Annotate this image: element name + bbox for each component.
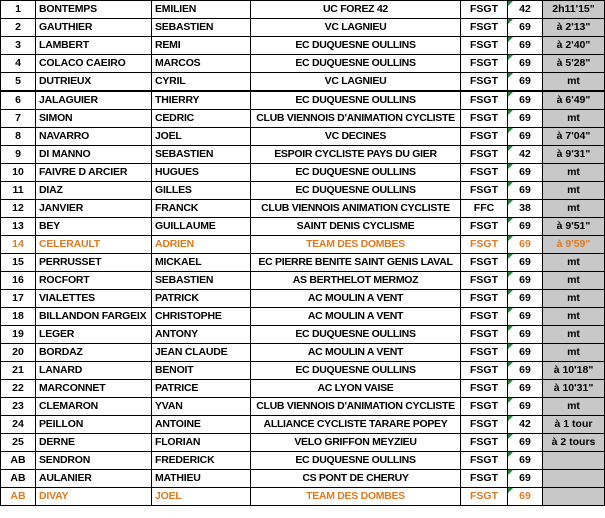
firstname-cell: CEDRIC [152, 110, 251, 128]
category-cell: 69 [508, 254, 543, 272]
category-cell: 69 [508, 308, 543, 326]
table-row [1, 416, 605, 434]
gap-cell: mt [543, 344, 605, 362]
name-cell: CLEMARON [36, 398, 152, 416]
gap-cell: mt [543, 164, 605, 182]
firstname-cell: HUGUES [152, 164, 251, 182]
club-cell: EC DUQUESNE OULLINS [251, 326, 461, 344]
table-row [1, 272, 605, 290]
table-row [1, 182, 605, 200]
firstname-cell: BENOIT [152, 362, 251, 380]
name-cell: FAIVRE D ARCIER [36, 164, 152, 182]
federation-cell: FSGT [461, 182, 508, 200]
table-row [1, 1, 605, 19]
firstname-cell: FREDERICK [152, 452, 251, 470]
rank-cell: 25 [1, 434, 36, 452]
gap-cell: mt [543, 398, 605, 416]
category-cell: 69 [508, 37, 543, 55]
rank-cell: 8 [1, 128, 36, 146]
name-cell: ROCFORT [36, 272, 152, 290]
results-rows [1, 1, 605, 506]
firstname-cell: SEBASTIEN [152, 19, 251, 37]
federation-cell: FSGT [461, 164, 508, 182]
federation-cell: FSGT [461, 470, 508, 488]
gap-cell: à 2'13" [543, 19, 605, 37]
category-cell: 69 [508, 272, 543, 290]
federation-cell: FSGT [461, 236, 508, 254]
federation-cell: FSGT [461, 488, 508, 506]
table-row [1, 73, 605, 92]
club-cell: AC MOULIN A VENT [251, 344, 461, 362]
table-row [1, 470, 605, 488]
club-cell: TEAM DES DOMBES [251, 236, 461, 254]
federation-cell: FSGT [461, 344, 508, 362]
rank-cell: 21 [1, 362, 36, 380]
category-cell: 42 [508, 1, 543, 19]
category-cell: 69 [508, 344, 543, 362]
name-cell: SIMON [36, 110, 152, 128]
club-cell: CLUB VIENNOIS ANIMATION CYCLISTE [251, 200, 461, 218]
category-cell: 69 [508, 110, 543, 128]
category-cell: 69 [508, 73, 543, 92]
table-row [1, 19, 605, 37]
club-cell: UC FOREZ 42 [251, 1, 461, 19]
table-row [1, 326, 605, 344]
club-cell: VELO GRIFFON MEYZIEU [251, 434, 461, 452]
name-cell: PERRUSSET [36, 254, 152, 272]
federation-cell: FSGT [461, 398, 508, 416]
firstname-cell: JEAN CLAUDE [152, 344, 251, 362]
table-row [1, 254, 605, 272]
name-cell: PEILLON [36, 416, 152, 434]
rank-cell: 22 [1, 380, 36, 398]
rank-cell: 23 [1, 398, 36, 416]
firstname-cell: ANTOINE [152, 416, 251, 434]
club-cell: EC DUQUESNE OULLINS [251, 362, 461, 380]
rank-cell: 12 [1, 200, 36, 218]
federation-cell: FSGT [461, 19, 508, 37]
category-cell: 69 [508, 128, 543, 146]
name-cell: DIVAY [36, 488, 152, 506]
federation-cell: FSGT [461, 434, 508, 452]
gap-cell: à 10'31" [543, 380, 605, 398]
gap-cell [543, 452, 605, 470]
table-row [1, 91, 605, 110]
rank-cell: 3 [1, 37, 36, 55]
category-cell: 69 [508, 398, 543, 416]
club-cell: VC DECINES [251, 128, 461, 146]
federation-cell: FSGT [461, 91, 508, 110]
name-cell: GAUTHIER [36, 19, 152, 37]
rank-cell: 9 [1, 146, 36, 164]
name-cell: BEY [36, 218, 152, 236]
club-cell: EC PIERRE BENITE SAINT GENIS LAVAL [251, 254, 461, 272]
category-cell: 38 [508, 200, 543, 218]
category-cell: 69 [508, 55, 543, 73]
firstname-cell: MATHIEU [152, 470, 251, 488]
rank-cell: 13 [1, 218, 36, 236]
gap-cell: à 2 tours [543, 434, 605, 452]
federation-cell: FSGT [461, 254, 508, 272]
firstname-cell: PATRICK [152, 290, 251, 308]
category-cell: 69 [508, 290, 543, 308]
rank-cell: 19 [1, 326, 36, 344]
category-cell: 42 [508, 416, 543, 434]
gap-cell: mt [543, 110, 605, 128]
firstname-cell: JOEL [152, 128, 251, 146]
table-row [1, 308, 605, 326]
rank-cell: 6 [1, 91, 36, 110]
table-row [1, 218, 605, 236]
gap-cell: mt [543, 272, 605, 290]
gap-cell: à 9'51" [543, 218, 605, 236]
club-cell: CS PONT DE CHERUY [251, 470, 461, 488]
federation-cell: FSGT [461, 326, 508, 344]
federation-cell: FSGT [461, 37, 508, 55]
category-cell: 69 [508, 19, 543, 37]
gap-cell: à 9'59" [543, 236, 605, 254]
club-cell: SAINT DENIS CYCLISME [251, 218, 461, 236]
category-cell: 42 [508, 146, 543, 164]
category-cell: 69 [508, 182, 543, 200]
federation-cell: FSGT [461, 73, 508, 92]
federation-cell: FFC [461, 200, 508, 218]
federation-cell: FSGT [461, 362, 508, 380]
club-cell: AS BERTHELOT MERMOZ [251, 272, 461, 290]
federation-cell: FSGT [461, 272, 508, 290]
rank-cell: 24 [1, 416, 36, 434]
rank-cell: 18 [1, 308, 36, 326]
gap-cell: à 1 tour [543, 416, 605, 434]
federation-cell: FSGT [461, 308, 508, 326]
rank-cell: 15 [1, 254, 36, 272]
name-cell: DUTRIEUX [36, 73, 152, 92]
name-cell: DI MANNO [36, 146, 152, 164]
table-row [1, 452, 605, 470]
club-cell: EC DUQUESNE OULLINS [251, 91, 461, 110]
rank-cell: 17 [1, 290, 36, 308]
gap-cell: mt [543, 254, 605, 272]
name-cell: JANVIER [36, 200, 152, 218]
table-row [1, 290, 605, 308]
category-cell: 69 [508, 452, 543, 470]
gap-cell: à 2'40" [543, 37, 605, 55]
club-cell: TEAM DES DOMBES [251, 488, 461, 506]
firstname-cell: THIERRY [152, 91, 251, 110]
firstname-cell: PATRICE [152, 380, 251, 398]
rank-cell: 11 [1, 182, 36, 200]
club-cell: CLUB VIENNOIS D'ANIMATION CYCLISTE [251, 110, 461, 128]
gap-cell: à 10'18" [543, 362, 605, 380]
federation-cell: FSGT [461, 290, 508, 308]
gap-cell: à 6'49" [543, 91, 605, 110]
table-row [1, 488, 605, 506]
club-cell: VC LAGNIEU [251, 19, 461, 37]
firstname-cell: CHRISTOPHE [152, 308, 251, 326]
table-row [1, 398, 605, 416]
firstname-cell: ANTONY [152, 326, 251, 344]
table-row [1, 362, 605, 380]
rank-cell: 14 [1, 236, 36, 254]
category-cell: 69 [508, 91, 543, 110]
category-cell: 69 [508, 488, 543, 506]
name-cell: CELERAULT [36, 236, 152, 254]
gap-cell: mt [543, 182, 605, 200]
firstname-cell: SEBASTIEN [152, 272, 251, 290]
name-cell: BONTEMPS [36, 1, 152, 19]
table-row [1, 37, 605, 55]
firstname-cell: MARCOS [152, 55, 251, 73]
club-cell: VC LAGNIEU [251, 73, 461, 92]
firstname-cell: GILLES [152, 182, 251, 200]
name-cell: JALAGUIER [36, 91, 152, 110]
club-cell: EC DUQUESNE OULLINS [251, 182, 461, 200]
club-cell: EC DUQUESNE OULLINS [251, 55, 461, 73]
name-cell: COLACO CAEIRO [36, 55, 152, 73]
rank-cell: 1 [1, 1, 36, 19]
federation-cell: FSGT [461, 380, 508, 398]
name-cell: LANARD [36, 362, 152, 380]
category-cell: 69 [508, 362, 543, 380]
federation-cell: FSGT [461, 1, 508, 19]
firstname-cell: FLORIAN [152, 434, 251, 452]
category-cell: 69 [508, 326, 543, 344]
category-cell: 69 [508, 434, 543, 452]
name-cell: AULANIER [36, 470, 152, 488]
category-cell: 69 [508, 218, 543, 236]
rank-cell: 20 [1, 344, 36, 362]
gap-cell: mt [543, 73, 605, 92]
rank-cell: AB [1, 452, 36, 470]
firstname-cell: SEBASTIEN [152, 146, 251, 164]
name-cell: VIALETTES [36, 290, 152, 308]
name-cell: SENDRON [36, 452, 152, 470]
federation-cell: FSGT [461, 416, 508, 434]
name-cell: DERNE [36, 434, 152, 452]
category-cell: 69 [508, 236, 543, 254]
table-row [1, 110, 605, 128]
club-cell: EC DUQUESNE OULLINS [251, 452, 461, 470]
rank-cell: 16 [1, 272, 36, 290]
name-cell: BORDAZ [36, 344, 152, 362]
federation-cell: FSGT [461, 218, 508, 236]
name-cell: MARCONNET [36, 380, 152, 398]
club-cell: AC MOULIN A VENT [251, 290, 461, 308]
rank-cell: 2 [1, 19, 36, 37]
name-cell: BILLANDON FARGEIX [36, 308, 152, 326]
rank-cell: 4 [1, 55, 36, 73]
table-row [1, 200, 605, 218]
name-cell: LAMBERT [36, 37, 152, 55]
table-row [1, 344, 605, 362]
gap-cell [543, 470, 605, 488]
rank-cell: 10 [1, 164, 36, 182]
club-cell: AC MOULIN A VENT [251, 308, 461, 326]
firstname-cell: GUILLAUME [152, 218, 251, 236]
table-row [1, 55, 605, 73]
gap-cell: à 5'28" [543, 55, 605, 73]
gap-cell: à 7'04" [543, 128, 605, 146]
federation-cell: FSGT [461, 146, 508, 164]
firstname-cell: EMILIEN [152, 1, 251, 19]
gap-cell: mt [543, 308, 605, 326]
name-cell: DIAZ [36, 182, 152, 200]
table-row [1, 128, 605, 146]
rank-cell: AB [1, 488, 36, 506]
club-cell: EC DUQUESNE OULLINS [251, 37, 461, 55]
table-row [1, 434, 605, 452]
table-row [1, 236, 605, 254]
table-row [1, 146, 605, 164]
gap-cell: mt [543, 200, 605, 218]
rank-cell: AB [1, 470, 36, 488]
table-row [1, 164, 605, 182]
club-cell: EC DUQUESNE OULLINS [251, 164, 461, 182]
firstname-cell: MICKAEL [152, 254, 251, 272]
category-cell: 69 [508, 164, 543, 182]
gap-cell: mt [543, 290, 605, 308]
gap-cell: mt [543, 326, 605, 344]
club-cell: ESPOIR CYCLISTE PAYS DU GIER [251, 146, 461, 164]
table-row [1, 380, 605, 398]
firstname-cell: ADRIEN [152, 236, 251, 254]
category-cell: 69 [508, 380, 543, 398]
federation-cell: FSGT [461, 128, 508, 146]
club-cell: CLUB VIENNOIS D'ANIMATION CYCLISTE [251, 398, 461, 416]
federation-cell: FSGT [461, 452, 508, 470]
firstname-cell: FRANCK [152, 200, 251, 218]
category-cell: 69 [508, 470, 543, 488]
rank-cell: 7 [1, 110, 36, 128]
name-cell: LEGER [36, 326, 152, 344]
club-cell: AC LYON VAISE [251, 380, 461, 398]
gap-cell [543, 488, 605, 506]
gap-cell: à 9'31" [543, 146, 605, 164]
federation-cell: FSGT [461, 55, 508, 73]
club-cell: ALLIANCE CYCLISTE TARARE POPEY [251, 416, 461, 434]
firstname-cell: REMI [152, 37, 251, 55]
name-cell: NAVARRO [36, 128, 152, 146]
rank-cell: 5 [1, 73, 36, 92]
firstname-cell: YVAN [152, 398, 251, 416]
gap-cell: 2h11'15" [543, 1, 605, 19]
federation-cell: FSGT [461, 110, 508, 128]
firstname-cell: CYRIL [152, 73, 251, 92]
firstname-cell: JOEL [152, 488, 251, 506]
